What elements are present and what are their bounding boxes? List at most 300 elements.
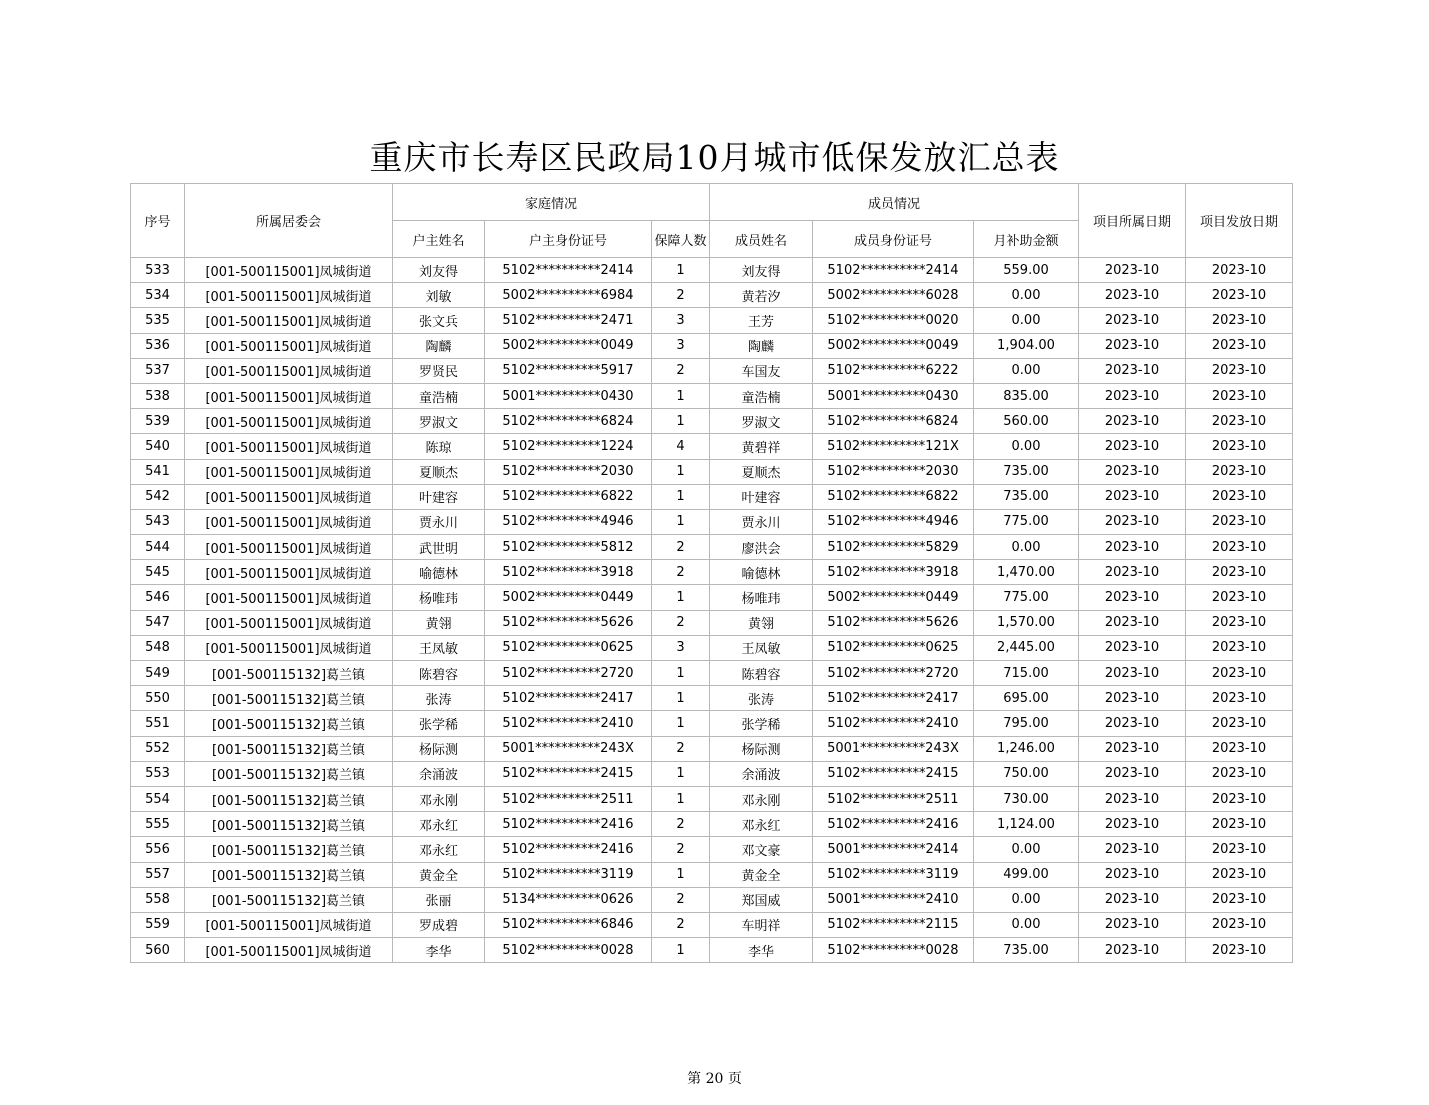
cell-issue-date: 2023-10 [1186,535,1293,560]
cell-member-name: 廖洪会 [710,535,813,560]
cell-covered-count: 1 [652,383,710,408]
cell-head-name: 陈碧容 [393,661,485,686]
cell-covered-count: 2 [652,283,710,308]
cell-head-id: 5102**********3918 [485,560,652,585]
cell-committee: [001-500115001]凤城街道 [185,938,393,963]
cell-seq: 560 [131,938,185,963]
cell-project-date: 2023-10 [1079,258,1186,283]
cell-member-name: 童浩楠 [710,383,813,408]
cell-covered-count: 1 [652,661,710,686]
cell-head-name: 张学稀 [393,711,485,736]
cell-head-id: 5001**********0430 [485,383,652,408]
cell-monthly-subsidy: 715.00 [974,661,1079,686]
table-row [131,610,1293,635]
table-row [131,585,1293,610]
cell-head-id: 5102**********0625 [485,635,652,660]
cell-project-date: 2023-10 [1079,912,1186,937]
cell-issue-date: 2023-10 [1186,912,1293,937]
cell-seq: 541 [131,459,185,484]
cell-issue-date: 2023-10 [1186,862,1293,887]
cell-issue-date: 2023-10 [1186,258,1293,283]
cell-head-id: 5102**********2415 [485,761,652,786]
cell-project-date: 2023-10 [1079,938,1186,963]
cell-seq: 555 [131,812,185,837]
table-row [131,484,1293,509]
table-row [131,686,1293,711]
cell-head-id: 5102**********2417 [485,686,652,711]
cell-member-id: 5001**********2414 [813,837,974,862]
cell-member-name: 杨际测 [710,736,813,761]
cell-member-name: 邓文豪 [710,837,813,862]
cell-monthly-subsidy: 560.00 [974,409,1079,434]
cell-committee: [001-500115001]凤城街道 [185,258,393,283]
cell-member-id: 5102**********6222 [813,358,974,383]
cell-head-name: 邓永红 [393,812,485,837]
cell-monthly-subsidy: 1,246.00 [974,736,1079,761]
cell-project-date: 2023-10 [1079,308,1186,333]
cell-monthly-subsidy: 795.00 [974,711,1079,736]
table-row [131,283,1293,308]
cell-committee: [001-500115001]凤城街道 [185,434,393,459]
cell-committee: [001-500115001]凤城街道 [185,509,393,534]
cell-issue-date: 2023-10 [1186,283,1293,308]
cell-monthly-subsidy: 2,445.00 [974,635,1079,660]
cell-head-name: 李华 [393,938,485,963]
cell-project-date: 2023-10 [1079,358,1186,383]
cell-member-id: 5001**********2410 [813,887,974,912]
cell-head-id: 5102**********2471 [485,308,652,333]
cell-head-id: 5102**********2720 [485,661,652,686]
cell-issue-date: 2023-10 [1186,711,1293,736]
cell-monthly-subsidy: 0.00 [974,434,1079,459]
cell-member-id: 5102**********3119 [813,862,974,887]
cell-covered-count: 2 [652,812,710,837]
cell-head-id: 5102**********2416 [485,812,652,837]
cell-member-id: 5102**********0020 [813,308,974,333]
cell-issue-date: 2023-10 [1186,459,1293,484]
cell-member-name: 邓永红 [710,812,813,837]
cell-issue-date: 2023-10 [1186,484,1293,509]
cell-monthly-subsidy: 0.00 [974,535,1079,560]
cell-member-name: 夏顺杰 [710,459,813,484]
cell-head-name: 王凤敏 [393,635,485,660]
cell-committee: [001-500115001]凤城街道 [185,610,393,635]
cell-member-id: 5102**********2416 [813,812,974,837]
cell-seq: 534 [131,283,185,308]
cell-head-id: 5102**********6846 [485,912,652,937]
cell-head-name: 余涌波 [393,761,485,786]
cell-member-id: 5102**********6824 [813,409,974,434]
table-row [131,862,1293,887]
cell-project-date: 2023-10 [1079,736,1186,761]
cell-member-id: 5102**********2414 [813,258,974,283]
cell-head-id: 5102**********1224 [485,434,652,459]
cell-monthly-subsidy: 499.00 [974,862,1079,887]
header-committee: 所属居委会 [185,184,393,258]
cell-issue-date: 2023-10 [1186,938,1293,963]
table-row [131,711,1293,736]
cell-committee: [001-500115001]凤城街道 [185,585,393,610]
cell-project-date: 2023-10 [1079,761,1186,786]
cell-seq: 556 [131,837,185,862]
cell-covered-count: 2 [652,358,710,383]
table-row [131,258,1293,283]
cell-committee: [001-500115001]凤城街道 [185,383,393,408]
cell-head-id: 5102**********2410 [485,711,652,736]
cell-issue-date: 2023-10 [1186,686,1293,711]
header-head-name: 户主姓名 [393,221,485,258]
cell-head-id: 5102**********2414 [485,258,652,283]
cell-seq: 558 [131,887,185,912]
cell-covered-count: 1 [652,409,710,434]
cell-member-id: 5001**********243X [813,736,974,761]
header-monthly-subsidy: 月补助金额 [974,221,1079,258]
cell-monthly-subsidy: 1,470.00 [974,560,1079,585]
table-header [131,184,1293,258]
table-row [131,736,1293,761]
cell-head-name: 张文兵 [393,308,485,333]
cell-member-id: 5002**********0049 [813,333,974,358]
cell-member-name: 车国友 [710,358,813,383]
cell-seq: 537 [131,358,185,383]
cell-committee: [001-500115001]凤城街道 [185,409,393,434]
cell-member-name: 张学稀 [710,711,813,736]
cell-member-name: 陶麟 [710,333,813,358]
cell-member-id: 5102**********3918 [813,560,974,585]
table-row [131,812,1293,837]
table-row [131,560,1293,585]
cell-member-id: 5102**********121X [813,434,974,459]
cell-covered-count: 1 [652,786,710,811]
table-row [131,837,1293,862]
table-row [131,434,1293,459]
cell-committee: [001-500115001]凤城街道 [185,635,393,660]
cell-issue-date: 2023-10 [1186,661,1293,686]
header-covered-count: 保障人数 [652,221,710,258]
cell-issue-date: 2023-10 [1186,585,1293,610]
cell-committee: [001-500115132]葛兰镇 [185,661,393,686]
cell-committee: [001-500115001]凤城街道 [185,484,393,509]
cell-covered-count: 3 [652,308,710,333]
cell-project-date: 2023-10 [1079,283,1186,308]
cell-member-name: 邓永刚 [710,786,813,811]
cell-committee: [001-500115132]葛兰镇 [185,686,393,711]
header-issue-date: 项目发放日期 [1186,184,1293,258]
cell-monthly-subsidy: 730.00 [974,786,1079,811]
cell-project-date: 2023-10 [1079,459,1186,484]
cell-member-name: 刘友得 [710,258,813,283]
cell-head-id: 5102**********2511 [485,786,652,811]
cell-member-id: 5102**********0028 [813,938,974,963]
cell-monthly-subsidy: 750.00 [974,761,1079,786]
cell-head-id: 5102**********4946 [485,509,652,534]
cell-covered-count: 2 [652,560,710,585]
header-project-date: 项目所属日期 [1079,184,1186,258]
cell-member-name: 余涌波 [710,761,813,786]
cell-issue-date: 2023-10 [1186,736,1293,761]
cell-project-date: 2023-10 [1079,711,1186,736]
cell-committee: [001-500115132]葛兰镇 [185,862,393,887]
cell-project-date: 2023-10 [1079,434,1186,459]
table-row [131,635,1293,660]
cell-issue-date: 2023-10 [1186,509,1293,534]
cell-head-id: 5102**********5626 [485,610,652,635]
table-row [131,938,1293,963]
cell-covered-count: 1 [652,711,710,736]
cell-member-name: 黄碧祥 [710,434,813,459]
header-member-name: 成员姓名 [710,221,813,258]
cell-head-id: 5102**********5812 [485,535,652,560]
cell-covered-count: 1 [652,761,710,786]
cell-head-name: 叶建容 [393,484,485,509]
cell-committee: [001-500115001]凤城街道 [185,560,393,585]
cell-member-id: 5102**********2030 [813,459,974,484]
cell-committee: [001-500115132]葛兰镇 [185,786,393,811]
table-row [131,409,1293,434]
cell-project-date: 2023-10 [1079,812,1186,837]
cell-covered-count: 1 [652,509,710,534]
cell-monthly-subsidy: 735.00 [974,459,1079,484]
table-row [131,761,1293,786]
cell-head-id: 5102**********5917 [485,358,652,383]
cell-issue-date: 2023-10 [1186,786,1293,811]
cell-member-id: 5102**********4946 [813,509,974,534]
cell-project-date: 2023-10 [1079,509,1186,534]
cell-member-id: 5102**********2720 [813,661,974,686]
cell-committee: [001-500115132]葛兰镇 [185,711,393,736]
cell-project-date: 2023-10 [1079,837,1186,862]
cell-seq: 547 [131,610,185,635]
cell-head-name: 邓永刚 [393,786,485,811]
cell-seq: 553 [131,761,185,786]
cell-member-id: 5102**********2115 [813,912,974,937]
cell-monthly-subsidy: 0.00 [974,887,1079,912]
cell-seq: 533 [131,258,185,283]
cell-covered-count: 1 [652,585,710,610]
subsidy-table [130,183,1293,963]
cell-member-name: 李华 [710,938,813,963]
cell-monthly-subsidy: 0.00 [974,912,1079,937]
cell-committee: [001-500115132]葛兰镇 [185,887,393,912]
page-title: 重庆市长寿区民政局10月城市低保发放汇总表 [369,138,1060,177]
cell-project-date: 2023-10 [1079,786,1186,811]
cell-head-id: 5002**********0049 [485,333,652,358]
cell-head-name: 贾永川 [393,509,485,534]
cell-head-name: 夏顺杰 [393,459,485,484]
cell-covered-count: 1 [652,258,710,283]
cell-member-id: 5102**********2511 [813,786,974,811]
cell-covered-count: 1 [652,459,710,484]
cell-project-date: 2023-10 [1079,610,1186,635]
cell-head-id: 5102**********3119 [485,862,652,887]
cell-project-date: 2023-10 [1079,560,1186,585]
header-family-group: 家庭情况 [393,184,710,221]
cell-committee: [001-500115132]葛兰镇 [185,736,393,761]
cell-monthly-subsidy: 775.00 [974,509,1079,534]
cell-monthly-subsidy: 1,904.00 [974,333,1079,358]
header-member-id: 成员身份证号 [813,221,974,258]
cell-member-name: 黄若汐 [710,283,813,308]
cell-head-name: 杨际测 [393,736,485,761]
cell-monthly-subsidy: 735.00 [974,484,1079,509]
cell-project-date: 2023-10 [1079,535,1186,560]
cell-member-name: 陈碧容 [710,661,813,686]
cell-issue-date: 2023-10 [1186,383,1293,408]
cell-head-name: 童浩楠 [393,383,485,408]
cell-member-id: 5102**********2417 [813,686,974,711]
cell-covered-count: 1 [652,484,710,509]
cell-head-name: 喻德林 [393,560,485,585]
cell-issue-date: 2023-10 [1186,887,1293,912]
cell-issue-date: 2023-10 [1186,434,1293,459]
cell-member-id: 5102**********2415 [813,761,974,786]
cell-project-date: 2023-10 [1079,686,1186,711]
cell-seq: 549 [131,661,185,686]
cell-head-name: 罗成碧 [393,912,485,937]
cell-committee: [001-500115001]凤城街道 [185,535,393,560]
cell-head-id: 5102**********6822 [485,484,652,509]
cell-seq: 542 [131,484,185,509]
cell-monthly-subsidy: 0.00 [974,283,1079,308]
table-row [131,887,1293,912]
cell-project-date: 2023-10 [1079,383,1186,408]
cell-committee: [001-500115132]葛兰镇 [185,837,393,862]
cell-monthly-subsidy: 0.00 [974,358,1079,383]
cell-issue-date: 2023-10 [1186,635,1293,660]
cell-project-date: 2023-10 [1079,887,1186,912]
page-number: 第 20 页 [687,1071,742,1087]
cell-head-id: 5102**********2030 [485,459,652,484]
cell-seq: 538 [131,383,185,408]
cell-seq: 550 [131,686,185,711]
cell-seq: 552 [131,736,185,761]
cell-seq: 540 [131,434,185,459]
cell-committee: [001-500115132]葛兰镇 [185,761,393,786]
cell-head-name: 陶麟 [393,333,485,358]
table-row [131,333,1293,358]
cell-covered-count: 1 [652,938,710,963]
cell-project-date: 2023-10 [1079,862,1186,887]
cell-monthly-subsidy: 1,124.00 [974,812,1079,837]
cell-issue-date: 2023-10 [1186,837,1293,862]
cell-seq: 536 [131,333,185,358]
cell-committee: [001-500115001]凤城街道 [185,459,393,484]
cell-head-id: 5102**********0028 [485,938,652,963]
cell-monthly-subsidy: 735.00 [974,938,1079,963]
table-row [131,509,1293,534]
cell-member-id: 5102**********0625 [813,635,974,660]
cell-seq: 554 [131,786,185,811]
cell-head-name: 黄金全 [393,862,485,887]
cell-member-name: 郑国威 [710,887,813,912]
table-row [131,535,1293,560]
cell-seq: 545 [131,560,185,585]
cell-covered-count: 2 [652,887,710,912]
cell-head-name: 武世明 [393,535,485,560]
cell-seq: 551 [131,711,185,736]
cell-member-name: 杨唯玮 [710,585,813,610]
table-row [131,786,1293,811]
cell-head-name: 邓永红 [393,837,485,862]
table-body [131,258,1293,963]
cell-project-date: 2023-10 [1079,635,1186,660]
table-row [131,358,1293,383]
cell-covered-count: 4 [652,434,710,459]
cell-member-name: 张涛 [710,686,813,711]
cell-covered-count: 2 [652,610,710,635]
cell-issue-date: 2023-10 [1186,812,1293,837]
table-row [131,912,1293,937]
cell-seq: 543 [131,509,185,534]
cell-member-id: 5102**********2410 [813,711,974,736]
cell-monthly-subsidy: 559.00 [974,258,1079,283]
cell-covered-count: 3 [652,635,710,660]
cell-member-id: 5102**********5829 [813,535,974,560]
cell-committee: [001-500115132]葛兰镇 [185,812,393,837]
cell-covered-count: 1 [652,862,710,887]
cell-issue-date: 2023-10 [1186,560,1293,585]
cell-project-date: 2023-10 [1079,585,1186,610]
cell-member-name: 黄金全 [710,862,813,887]
cell-committee: [001-500115001]凤城街道 [185,333,393,358]
header-member-group: 成员情况 [710,184,1079,221]
cell-member-id: 5002**********6028 [813,283,974,308]
table-row [131,308,1293,333]
table-row [131,459,1293,484]
cell-covered-count: 2 [652,535,710,560]
cell-head-name: 刘敏 [393,283,485,308]
cell-covered-count: 2 [652,837,710,862]
cell-monthly-subsidy: 695.00 [974,686,1079,711]
cell-seq: 548 [131,635,185,660]
cell-head-id: 5001**********243X [485,736,652,761]
cell-head-name: 罗淑文 [393,409,485,434]
cell-project-date: 2023-10 [1079,661,1186,686]
table-row [131,383,1293,408]
cell-seq: 559 [131,912,185,937]
cell-project-date: 2023-10 [1079,409,1186,434]
cell-head-id: 5002**********0449 [485,585,652,610]
cell-head-id: 5102**********2416 [485,837,652,862]
cell-head-name: 张涛 [393,686,485,711]
cell-covered-count: 2 [652,736,710,761]
cell-head-id: 5002**********6984 [485,283,652,308]
cell-issue-date: 2023-10 [1186,610,1293,635]
cell-head-name: 罗贤民 [393,358,485,383]
cell-issue-date: 2023-10 [1186,308,1293,333]
cell-head-name: 杨唯玮 [393,585,485,610]
cell-covered-count: 3 [652,333,710,358]
cell-monthly-subsidy: 0.00 [974,837,1079,862]
cell-committee: [001-500115001]凤城街道 [185,308,393,333]
cell-committee: [001-500115001]凤城街道 [185,912,393,937]
cell-monthly-subsidy: 835.00 [974,383,1079,408]
cell-covered-count: 1 [652,686,710,711]
cell-head-name: 张丽 [393,887,485,912]
cell-issue-date: 2023-10 [1186,358,1293,383]
cell-covered-count: 2 [652,912,710,937]
cell-issue-date: 2023-10 [1186,761,1293,786]
cell-member-name: 车明祥 [710,912,813,937]
cell-monthly-subsidy: 1,570.00 [974,610,1079,635]
cell-head-id: 5102**********6824 [485,409,652,434]
cell-seq: 544 [131,535,185,560]
cell-issue-date: 2023-10 [1186,409,1293,434]
cell-head-name: 刘友得 [393,258,485,283]
cell-head-id: 5134**********0626 [485,887,652,912]
header-head-id: 户主身份证号 [485,221,652,258]
cell-seq: 539 [131,409,185,434]
